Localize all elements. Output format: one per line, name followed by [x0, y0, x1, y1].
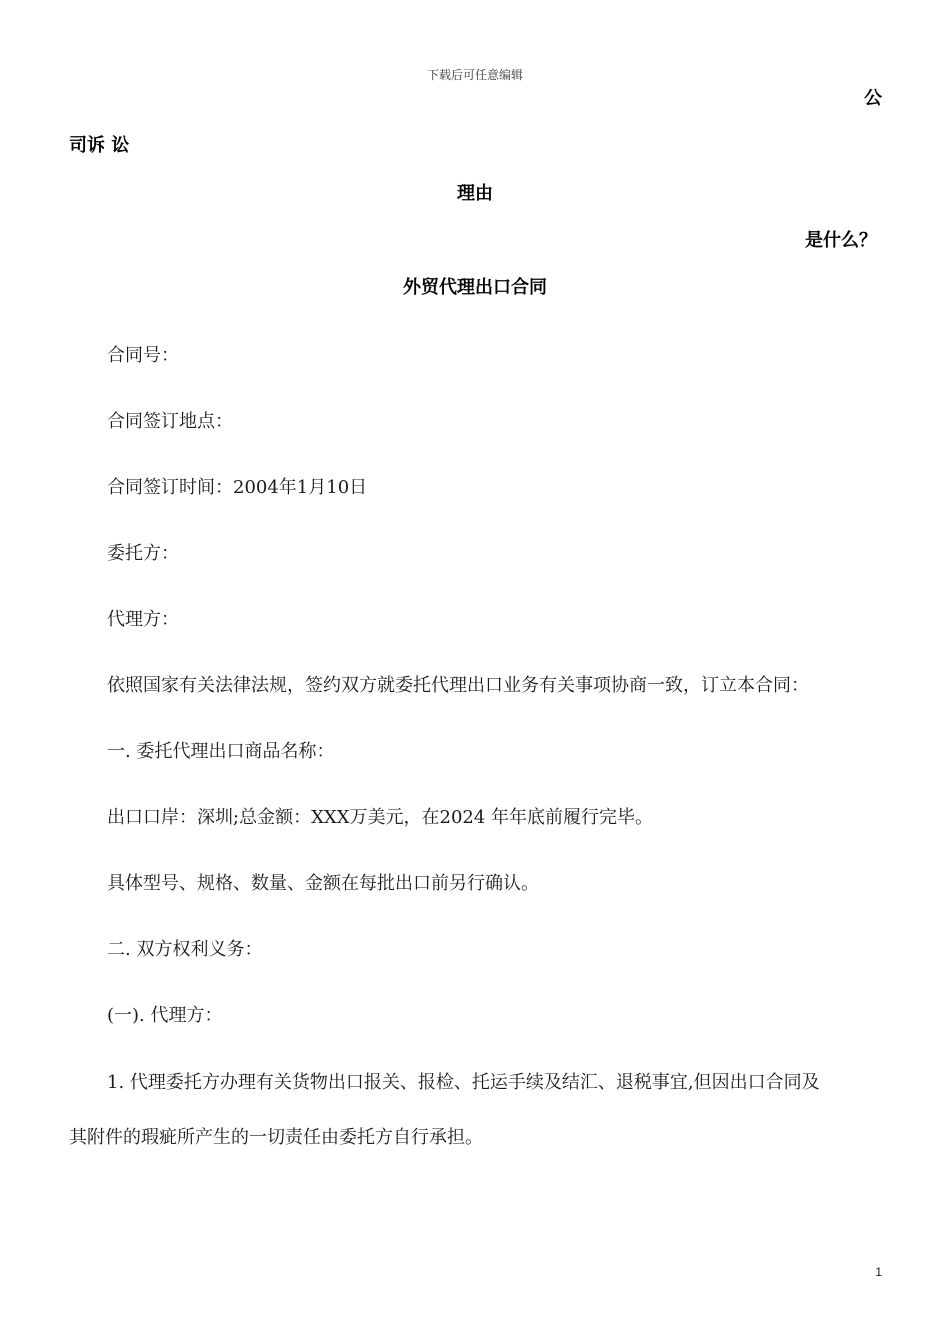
- heading-fragment-sisong: 司诉 讼: [69, 135, 130, 156]
- port-amount-paragraph: 出口口岸：深圳;总金额：XXX万美元，在2024 年年底前履行完毕。: [107, 807, 654, 828]
- heading-fragment-shenme: 是什么？: [805, 230, 877, 251]
- confirm-paragraph: 具体型号、规格、数量、金额在每批出口前另行确认。: [107, 873, 539, 894]
- section-two-heading: 二. 双方权利义务：: [107, 939, 263, 960]
- document-title: 外贸代理出口合同: [403, 277, 547, 298]
- section-one-heading: 一. 委托代理出口商品名称：: [107, 741, 335, 762]
- heading-fragment-gong: 公: [864, 88, 882, 109]
- page-number: 1: [875, 1265, 882, 1279]
- header-note: 下载后可任意编辑: [426, 68, 523, 82]
- heading-fragment-liyou: 理由: [457, 183, 493, 204]
- preamble-paragraph: 依照国家有关法律法规，签约双方就委托代理出口业务有关事项协商一致，订立本合同：: [107, 675, 809, 696]
- sign-place-line: 合同签订地点：: [107, 411, 233, 432]
- agent-line: 代理方：: [107, 609, 179, 630]
- item-one-line-2: 其附件的瑕疵所产生的一切责任由委托方自行承担。: [69, 1127, 483, 1148]
- item-one-line-1: 1. 代理委托方办理有关货物出口报关、报检、托运手续及结汇、退税事宜,但因出口合同及: [107, 1072, 820, 1093]
- sign-time-line: 合同签订时间：2004年1月10日: [107, 477, 368, 498]
- subsection-agent-heading: (一). 代理方：: [107, 1005, 223, 1026]
- contract-number-line: 合同号：: [107, 345, 179, 366]
- principal-line: 委托方：: [107, 543, 179, 564]
